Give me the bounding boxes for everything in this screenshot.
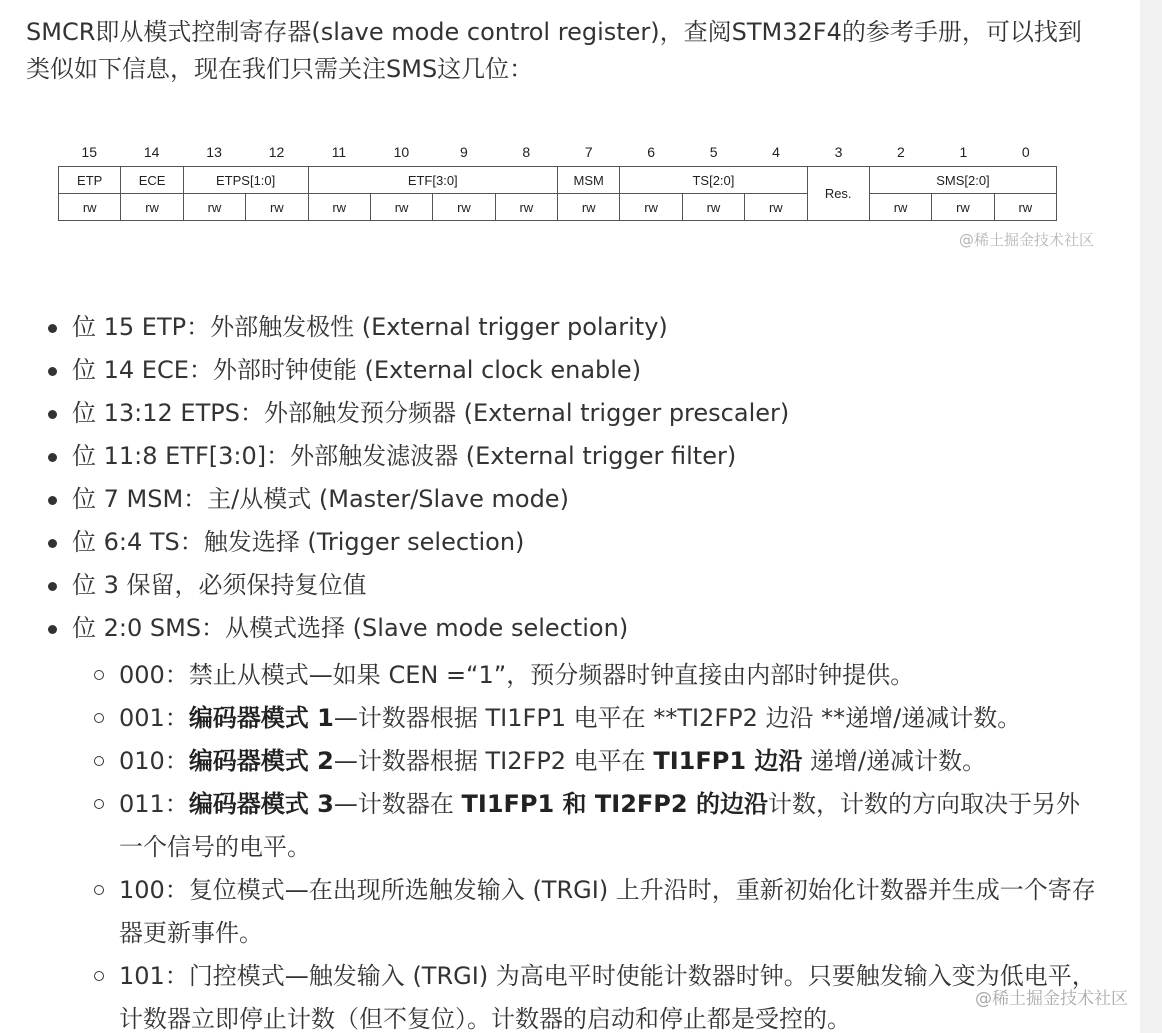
bullet-dot-icon (48, 582, 57, 591)
bit-number: 7 (584, 144, 593, 160)
bullet-circle-icon (94, 670, 104, 680)
access-cell: rw (682, 194, 744, 221)
sms-mode-item (92, 869, 1102, 955)
mode-description: 禁止从模式—如果 CEN =“1”，预分频器时钟直接由内部时钟提供。 (188, 661, 915, 689)
bullet-dot-icon (48, 539, 57, 548)
register-field-cell: ETPS[1:0] (183, 167, 308, 194)
mode-code: 010： (119, 747, 189, 775)
bit-field-text: 位 7 MSM：主/从模式 (Master/Slave mode) (72, 485, 569, 513)
access-cell: rw (59, 194, 121, 221)
register-field-cell: TS[2:0] (620, 167, 807, 194)
bit-field-item (44, 392, 789, 435)
reserved-field-cell: Res. (807, 167, 869, 221)
bit-field-item (44, 564, 789, 607)
figure-watermark: @稀土掘金技术社区 (958, 231, 1094, 249)
bit-field-item (44, 521, 789, 564)
bullet-dot-icon (48, 324, 57, 333)
bit-field-text: 位 15 ETP：外部触发极性 (External trigger polarity) (72, 313, 668, 341)
bullet-circle-icon (94, 799, 104, 809)
access-cell: rw (308, 194, 370, 221)
access-cell: rw (433, 194, 495, 221)
intro-paragraph (26, 14, 1106, 88)
bit-number: 10 (393, 144, 410, 160)
access-cell: rw (745, 194, 807, 221)
bit-field-item (44, 435, 789, 478)
mode-description: 复位模式—在出现所选触发输入 (TRGI) 上升沿时，重新初始化计数器并生成一个寄存器更新事件。 (119, 876, 1096, 947)
mode-code: 011： (119, 790, 189, 818)
mode-bold-edge: TI1FP1 边沿 (653, 747, 803, 775)
bit-field-item (44, 607, 789, 650)
bullet-dot-icon (48, 410, 57, 419)
sms-mode-item (92, 740, 1102, 783)
bit-number: 11 (331, 144, 347, 160)
bit-number: 4 (772, 144, 780, 160)
bit-field-item (44, 306, 789, 349)
mode-bold-name: 编码器模式 3 (188, 790, 334, 818)
bit-number-row (58, 144, 1058, 164)
bit-field-text: 位 11:8 ETF[3:0]：外部触发滤波器 (External trigger filter) (72, 442, 737, 470)
access-cell: rw (246, 194, 308, 221)
bit-number: 8 (522, 144, 531, 160)
sms-mode-item (92, 654, 1102, 697)
page-watermark: @稀土掘金技术社区 (975, 989, 1128, 1009)
sms-mode-item (92, 955, 1102, 1033)
mode-code: 101： (119, 962, 189, 990)
access-cell: rw (121, 194, 183, 221)
bullet-dot-icon (48, 453, 57, 462)
bit-number: 5 (709, 144, 718, 160)
bit-number: 3 (834, 144, 843, 160)
bit-field-text: 位 14 ECE：外部时钟使能 (External clock enable) (72, 356, 642, 384)
sms-mode-list (92, 654, 1102, 1033)
mode-bold-name: 编码器模式 1 (188, 704, 334, 732)
scrollbar-track[interactable] (1140, 0, 1162, 1033)
bit-field-text: 位 6:4 TS：触发选择 (Trigger selection) (72, 528, 525, 556)
smcr-register-figure (58, 138, 1098, 250)
sms-mode-item (92, 783, 1102, 869)
sms-mode-item (92, 697, 1102, 740)
mode-description: —计数器在 (333, 790, 462, 818)
bit-field-item (44, 349, 789, 392)
bit-field-text: 位 2:0 SMS：从模式选择 (Slave mode selection) (72, 614, 629, 642)
bit-number: 0 (1021, 144, 1030, 160)
register-field-cell: MSM (558, 167, 620, 194)
mode-code: 000： (119, 661, 189, 689)
access-cell: rw (932, 194, 994, 221)
register-field-cell: ETF[3:0] (308, 167, 558, 194)
access-cell: rw (994, 194, 1056, 221)
mode-description: —计数器根据 TI2FP2 电平在 (333, 747, 654, 775)
mode-description: —计数器根据 TI1FP1 电平在 **TI2FP2 边沿 **递增/递减计数。 (333, 704, 1022, 732)
bit-number: 15 (81, 144, 97, 160)
mode-bold-edge: TI1FP1 和 TI2FP2 的边沿 (461, 790, 768, 818)
mode-code: 100： (119, 876, 189, 904)
access-cell: rw (620, 194, 682, 221)
register-table (58, 166, 1057, 221)
bit-field-list (44, 306, 789, 650)
bullet-circle-icon (94, 756, 104, 766)
intro-line-1: SMCR即从模式控制寄存器(slave mode control register)，查阅STM32F4的参考手册，可以找到 (26, 18, 1082, 46)
bullet-dot-icon (48, 496, 57, 505)
bit-number: 9 (459, 144, 468, 160)
bullet-dot-icon (48, 625, 57, 634)
register-field-cell: ETP (59, 167, 121, 194)
bit-number: 6 (647, 144, 656, 160)
access-cell: rw (558, 194, 620, 221)
field-name-row (59, 167, 1057, 194)
bullet-dot-icon (48, 367, 57, 376)
bit-field-text: 位 3 保留，必须保持复位值 (72, 571, 367, 599)
register-field-cell: ECE (121, 167, 183, 194)
bullet-circle-icon (94, 885, 104, 895)
mode-code: 001： (119, 704, 189, 732)
bullet-circle-icon (94, 971, 104, 981)
bit-number: 14 (143, 144, 160, 160)
access-cell: rw (495, 194, 557, 221)
bit-number: 13 (206, 144, 222, 160)
bit-field-text: 位 13:12 ETPS：外部触发预分频器 (External trigger prescaler) (72, 399, 790, 427)
intro-line-2: 类似如下信息，现在我们只需关注SMS这几位： (26, 55, 534, 83)
bit-number: 1 (959, 144, 968, 160)
access-cell: rw (183, 194, 245, 221)
mode-bold-name: 编码器模式 2 (188, 747, 334, 775)
mode-description-tail: 计数，计数的方向取决于另外一个信号的电平。 (119, 790, 1080, 861)
bit-number: 2 (897, 144, 905, 160)
bullet-circle-icon (94, 713, 104, 723)
access-row (59, 194, 1057, 221)
bit-field-item (44, 478, 789, 521)
mode-description-tail: 递增/递减计数。 (802, 747, 987, 775)
register-field-cell: SMS[2:0] (869, 167, 1056, 194)
access-cell: rw (869, 194, 931, 221)
mode-description: 门控模式—触发输入 (TRGI) 为高电平时使能计数器时钟。只要触发输入变为低电平，计数器立即停止计数（但不复位）。计数器的启动和停止都是受控的。 (119, 962, 1096, 1033)
bit-number: 12 (268, 144, 285, 160)
access-cell: rw (370, 194, 432, 221)
